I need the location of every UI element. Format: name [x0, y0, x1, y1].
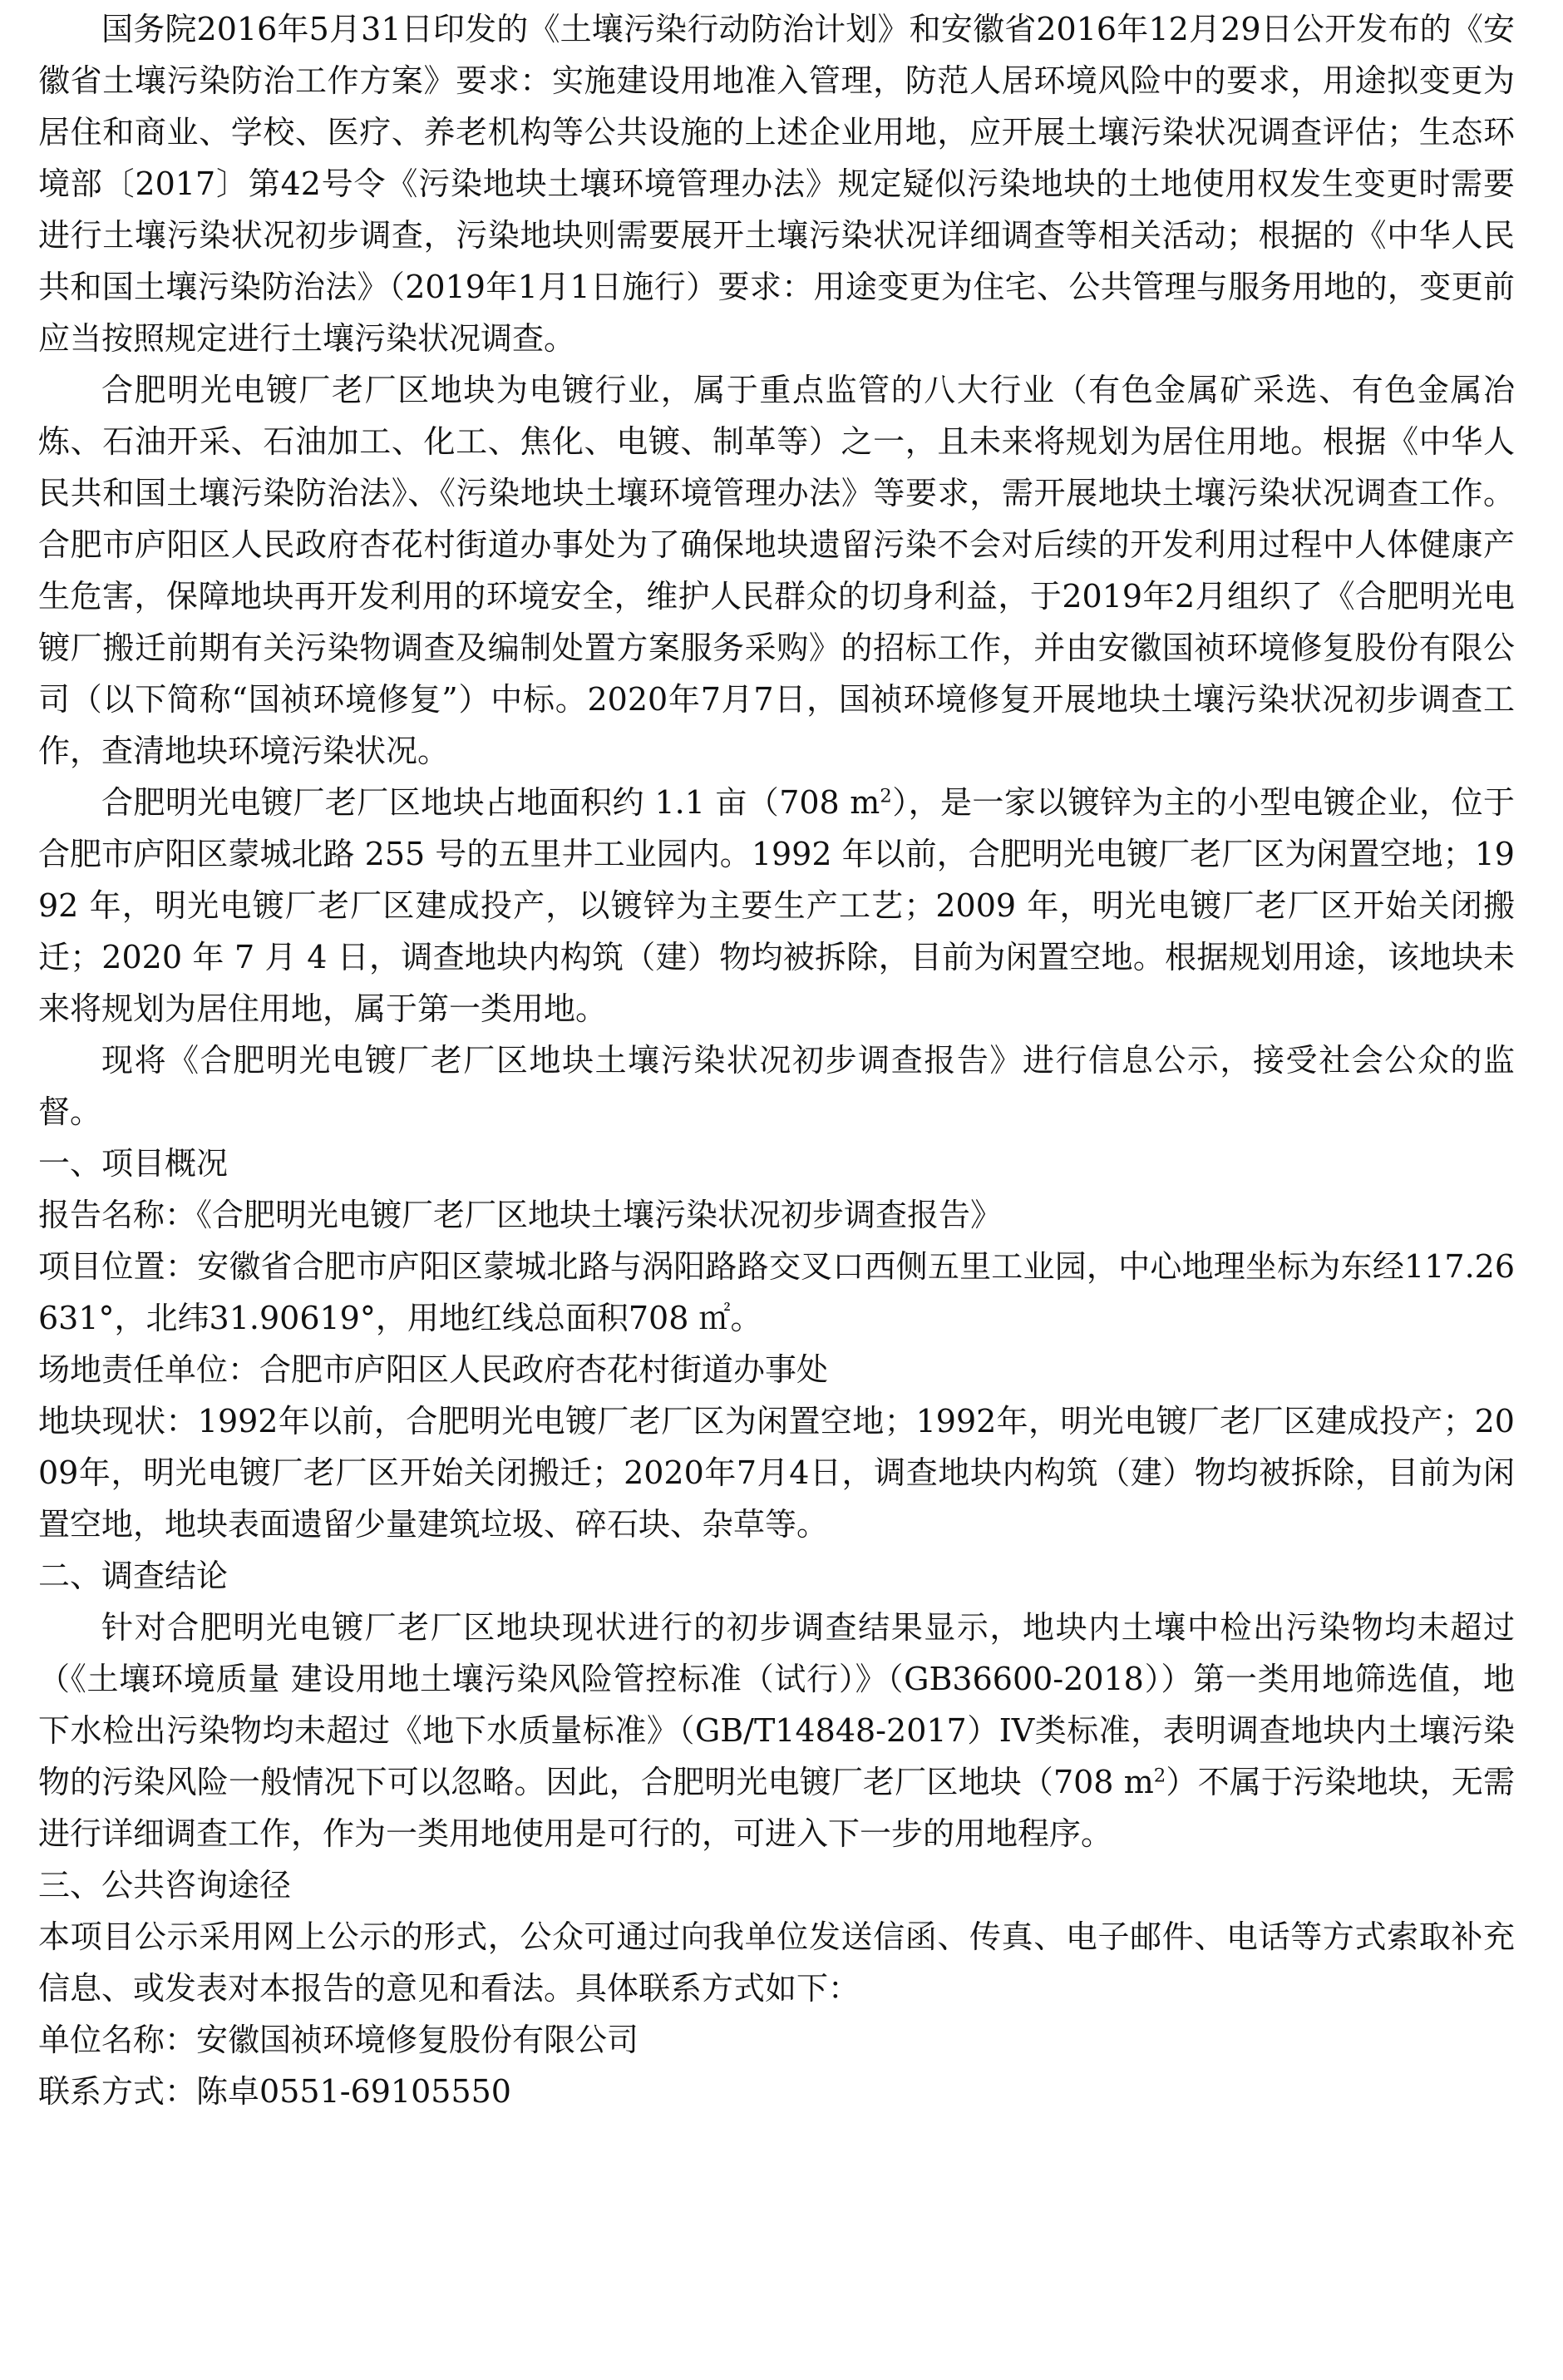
consultation-paragraph: 本项目公示采用网上公示的形式，公众可通过向我单位发送信函、传真、电子邮件、电话等方式索取补充信息、或发表对本报告的意见和看法。具体联系方式如下：	[38, 1918, 1515, 2007]
intro-paragraph-2: 合肥明光电镀厂老厂区地块为电镀行业，属于重点监管的八大行业（有色金属矿采选、有色金属冶炼、石油开采、石油加工、化工、焦化、电镀、制革等）之一，且未来将规划为居住用地。根据《中华人民共和国土壤污染防治法》、《污染地块土壤环境管理办法》等要求，需开展地块土壤污染状况调查工作。合肥市庐阳区人民政府杏花村街道办事处为了确保地块遗留污染不会对后续的开发利用过程中人体健康产生危害，保障地块再开发利用的环境安全，维护人民群众的切身利益，于2019年2月组织了《合肥明光电镀厂搬迁前期有关污染物调查及编制处置方案服务采购》的招标工作，并由安徽国祯环境修复股份有限公司（以下简称“国祯环境修复”）中标。2020年7月7日，国祯环境修复开展地块土壤污染状况初步调查工作，查清地块环境污染状况。	[38, 372, 1515, 769]
contact-value: 陈卓0551-69105550	[196, 2073, 511, 2110]
section-heading-overview: 一、项目概况	[38, 1145, 229, 1182]
section-heading-consultation: 三、公共咨询途径	[38, 1867, 292, 1904]
unit-name-label: 单位名称：	[38, 2022, 197, 2058]
contact-label: 联系方式：	[38, 2073, 197, 2110]
contact-field	[38, 2066, 1515, 2117]
responsible-unit-value: 合肥市庐阳区人民政府杏花村街道办事处	[259, 1351, 829, 1388]
intro-paragraph-3-text-b: ），是一家以镀锌为主的小型电镀企业，位于合肥市庐阳区蒙城北路 255 号的五里井工业园内。1992 年以前，合肥明光电镀厂老厂区为闲置空地；1992 年，明光电镀厂老厂区建成投产，以镀锌为主要生产工艺；2009 年，明光电镀厂老厂区开始关闭搬迁；2020 年 7 月 4 日，调查地块内构筑（建）物均被拆除，目前为闲置空地。根据规划用途，该地块未来将规划为居住用地，属于第一类用地。	[38, 784, 1515, 1027]
report-name-value: 《合肥明光电镀厂老厂区地块土壤污染状况初步调查报告》	[196, 1197, 1003, 1233]
site-status-field	[38, 1395, 1515, 1550]
intro-paragraph-3-text-a: 合肥明光电镀厂老厂区地块占地面积约 1.1 亩（708 m	[101, 784, 880, 821]
project-location-value: 安徽省合肥市庐阳区蒙城北路与涡阳路路交叉口西侧五里工业园，中心地理坐标为东经117.26631°，北纬31.90619°，用地红线总面积708 ㎡。	[38, 1248, 1515, 1336]
project-location-field	[38, 1241, 1515, 1344]
conclusion-text-a: 针对合肥明光电镀厂老厂区地块现状进行的初步调查结果显示，地块内土壤中检出污染物均未超过（《土壤环境质量 建设用地土壤污染风险管控标准（试行）》（GB36600-2018））第一类用地筛选值，地下水检出污染物均未超过《地下水质量标准》（GB/T14848-2017）IV类标准，表明调查地块内土壤污染物的污染风险一般情况下可以忽略。因此，合肥明光电镀厂老厂区地块（708 m	[38, 1609, 1515, 1800]
project-location-label: 项目位置：	[38, 1248, 198, 1285]
site-status-value: 1992年以前，合肥明光电镀厂老厂区为闲置空地；1992年，明光电镀厂老厂区建成投产；2009年，明光电镀厂老厂区开始关闭搬迁；2020年7月4日，调查地块内构筑（建）物均被拆除，目前为闲置空地，地块表面遗留少量建筑垃圾、碎石块、杂草等。	[38, 1403, 1515, 1543]
unit-name-field	[38, 2014, 1515, 2066]
area-unit-superscript: 2	[880, 785, 892, 807]
conclusion-area-superscript: 2	[1153, 1765, 1166, 1787]
site-status-label: 地块现状：	[38, 1403, 198, 1439]
report-name-field	[38, 1189, 1515, 1241]
unit-name-value: 安徽国祯环境修复股份有限公司	[196, 2022, 639, 2058]
responsible-unit-label: 场地责任单位：	[38, 1351, 260, 1388]
intro-paragraph-3	[38, 777, 1515, 1034]
conclusion-paragraph	[38, 1602, 1515, 1859]
section-heading-conclusion: 二、调查结论	[38, 1558, 229, 1594]
conclusion-text-b: ）不属于污染地块，无需进行详细调查工作，作为一类用地使用是可行的，可进入下一步的用地程序。	[38, 1764, 1515, 1852]
responsible-unit-field	[38, 1344, 1515, 1395]
intro-paragraph-4: 现将《合肥明光电镀厂老厂区地块土壤污染状况初步调查报告》进行信息公示，接受社会公众的监督。	[38, 1042, 1515, 1130]
report-name-label: 报告名称：	[38, 1197, 197, 1233]
intro-paragraph-1: 国务院2016年5月31日印发的《土壤污染行动防治计划》和安徽省2016年12月29日公开发布的《安徽省土壤污染防治工作方案》要求：实施建设用地准入管理，防范人居环境风险中的要求，用途拟变更为居住和商业、学校、医疗、养老机构等公共设施的上述企业用地，应开展土壤污染状况调查评估；生态环境部〔2017〕第42号令《污染地块土壤环境管理办法》规定疑似污染地块的土地使用权发生变更时需要进行土壤污染状况初步调查，污染地块则需要展开土壤污染状况详细调查等相关活动；根据的《中华人民共和国土壤污染防治法》（2019年1月1日施行）要求：用途变更为住宅、公共管理与服务用地的，变更前应当按照规定进行土壤污染状况调查。	[38, 11, 1515, 357]
